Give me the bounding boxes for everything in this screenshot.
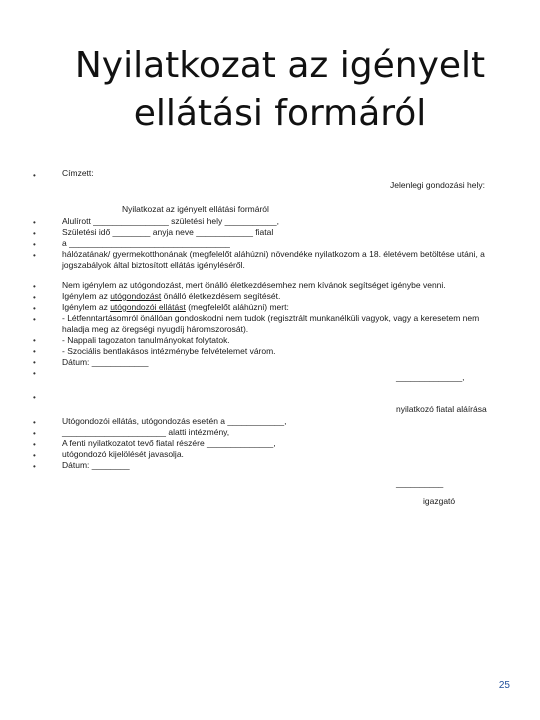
signature-label: nyilatkozó fiatal aláírása — [396, 404, 487, 414]
bullet: • — [33, 229, 36, 238]
request-aftercare-care-line: Igénylem az utógondozói ellátást (megfelelőt aláhúzni) mert: — [62, 302, 289, 312]
alulirott-line: Alulírott ________________ születési hely ___________, — [62, 216, 279, 226]
bullet: • — [33, 336, 36, 345]
bullet: • — [33, 347, 36, 356]
date-line: Dátum: ____________ — [62, 357, 149, 367]
szuletesi-ido-line: Születési idő ________ anyja neve ____________ fiatal — [62, 227, 274, 237]
no-aftercare-line: Nem igénylem az utógondozást, mert önálló életkezdésemhez nem kívánok segítséget igénybe venni. — [62, 280, 446, 290]
bullet: • — [33, 282, 36, 291]
bullet: • — [33, 251, 36, 260]
reason-subsistence: - Létfenntartásomról önállóan gondoskodni nem tudok (regisztrált munkanélküli vagyok, vagy a keresetem nem haladja meg az öregségi nyugdíj háromszorosát). — [62, 313, 480, 334]
underlined-term: utógondozói ellátást — [110, 302, 186, 312]
request-aftercare-line: Igénylem az utógondozást önálló életkezdésem segítését. — [62, 291, 281, 301]
bullet: • — [33, 429, 36, 438]
addressee-label: Címzett: — [62, 168, 94, 178]
bullet: • — [33, 418, 36, 427]
bullet: • — [33, 293, 36, 302]
form-title: Nyilatkozat az igényelt ellátási formáról — [122, 204, 269, 214]
page-number: 25 — [498, 680, 510, 691]
director-signature-line: __________ — [396, 478, 444, 488]
reason-studies: - Nappali tagozaton tanulmányokat folytatok. — [62, 335, 230, 345]
underlined-term: utógondozást — [110, 291, 162, 301]
bullet: • — [33, 462, 36, 471]
bullet: • — [33, 358, 36, 367]
slide-title-line-1: Nyilatkozat az igényelt — [74, 45, 486, 86]
bullet: • — [33, 304, 36, 313]
slide-title-line-2: ellátási formáról — [133, 93, 427, 134]
reason-residential: - Szociális bentlakásos intézménybe felvételemet várom. — [62, 346, 276, 356]
declaration-paragraph: hálózatának/ gyermekotthonának (megfelelőt aláhúzni) növendéke nyilatkozom a 18. életévem betöltése utáni, a jogszabályok által biztosított ellátás igényléséről. — [62, 249, 485, 270]
current-care-label: Jelenlegi gondozási hely: — [390, 180, 485, 190]
bullet: • — [33, 171, 36, 180]
signature-line: ______________, — [396, 372, 465, 382]
director-line-3: A fenti nyilatkozatot tevő fiatal részére ______________, — [62, 438, 276, 448]
director-date-line: Dátum: ________ — [62, 460, 130, 470]
director-line-2: ______________________ alatti intézmény, — [62, 427, 230, 437]
bullet: • — [33, 440, 36, 449]
director-line-1: Utógondozói ellátás, utógondozás esetén a ____________, — [62, 416, 287, 426]
director-line-4: utógondozó kijelölését javasolja. — [62, 449, 184, 459]
bullet: • — [33, 451, 36, 460]
bullet: • — [33, 240, 36, 249]
bullet: • — [33, 218, 36, 227]
bullet: • — [33, 369, 36, 378]
director-signature-label: igazgató — [423, 496, 456, 506]
bullet: • — [33, 393, 36, 402]
bullet: • — [33, 315, 36, 324]
network-blank-line: a __________________________________ — [62, 238, 230, 248]
